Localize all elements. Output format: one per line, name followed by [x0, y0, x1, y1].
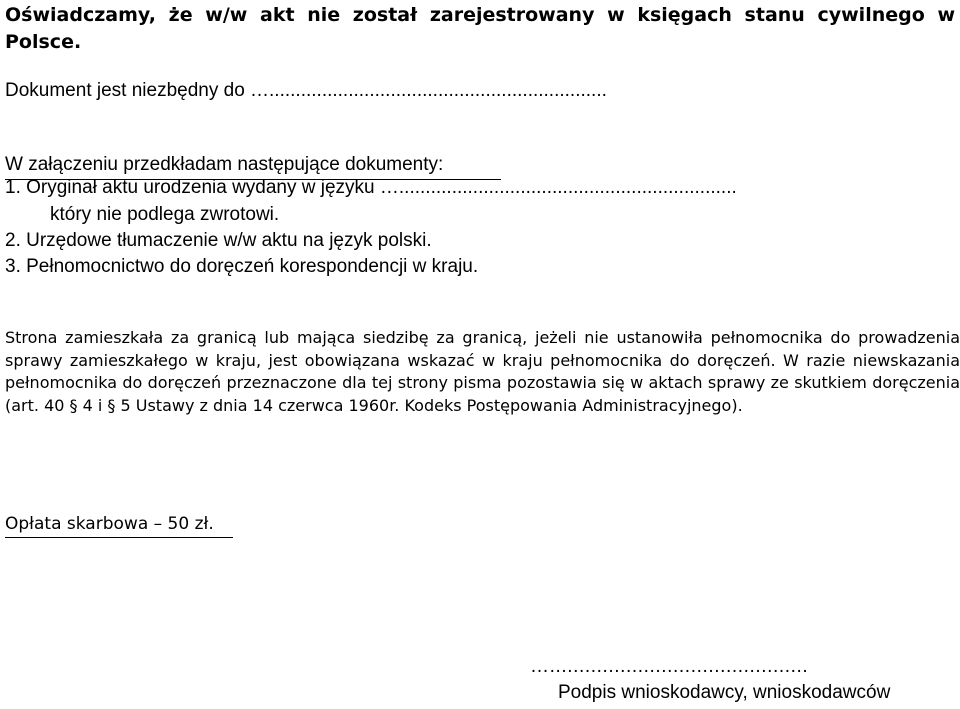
stamp-duty-fee: Opłata skarbowa – 50 zł.	[5, 511, 233, 538]
attachment-item-1: 1. Oryginał aktu urodzenia wydany w języku …................................................................	[5, 177, 737, 198]
attachment-item-3: 3. Pełnomocnictwo do doręczeń korespondencji w kraju.	[5, 256, 479, 277]
attachments-header: W załączeniu przedkładam następujące dokumenty:	[5, 152, 501, 180]
signature-label: Podpis wnioskodawcy, wnioskodawców	[558, 682, 891, 703]
declaration-text: Oświadczamy, że w/w akt nie został zarejestrowany w księgach stanu cywilnego w Polsce.	[5, 4, 955, 53]
attachment-item-2: 2. Urzędowe tłumaczenie w/w aktu na język polski.	[5, 230, 432, 251]
document-purpose-line: Dokument jest niezbędny do …................................................................	[5, 80, 607, 101]
attachment-item-1-continuation: który nie podlega zwrotowi.	[50, 204, 280, 225]
signature-line: …............................................	[530, 656, 809, 677]
legal-notice-paragraph: Strona zamieszkała za granicą lub mająca siedzibę za granicą, jeżeli nie ustanowiła pełnomocnika do prowadzenia sprawy zamieszkałego w kraju, jest obowiązana wskazać w kraju pełnomocnika do doręczeń. W razie niewskazania pełnomocnika do doręczeń przeznaczone dla tej strony pisma pozostawia się w aktach sprawy ze skutkiem doręczenia (art. 40 § 4 i § 5 Ustawy z dnia 14 czerwca 1960r. Kodeks Postępowania Administracyjnego).	[5, 328, 960, 415]
